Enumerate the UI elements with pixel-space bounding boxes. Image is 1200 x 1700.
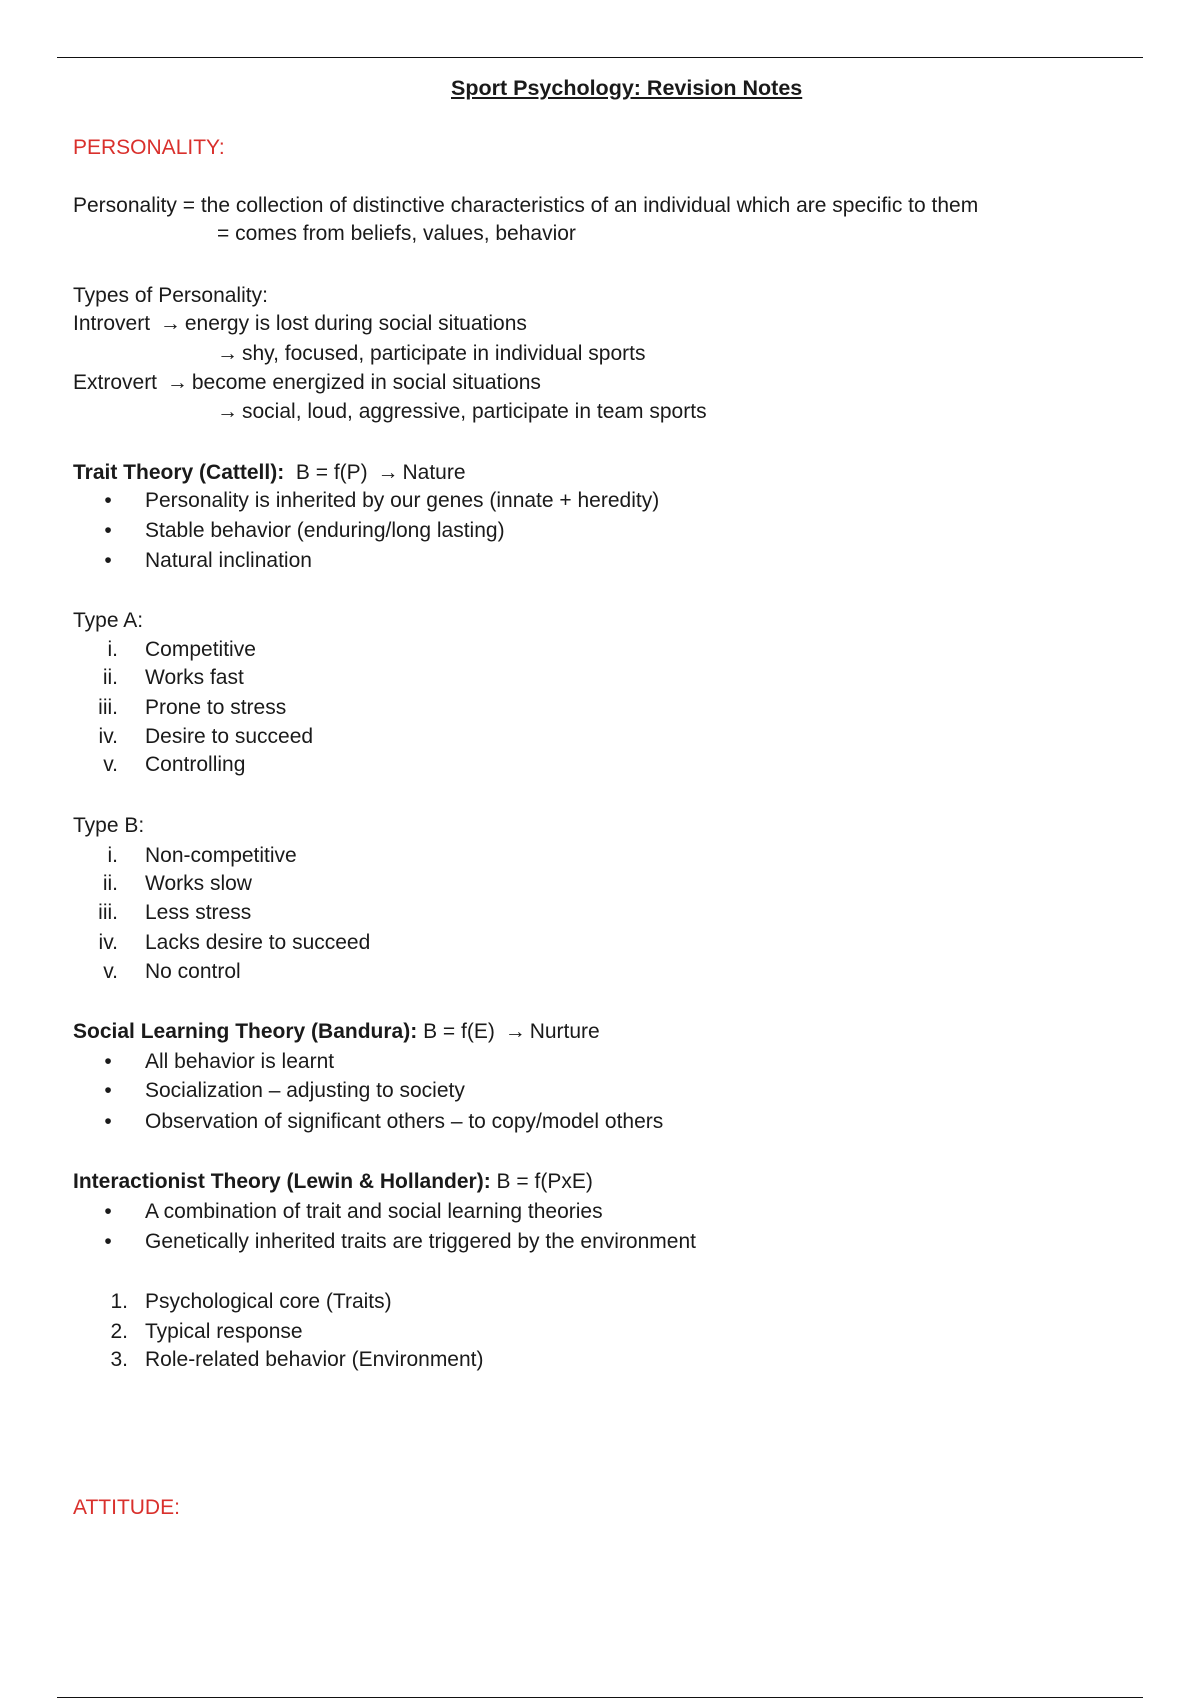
list-marker: 2. [110,1320,128,1343]
list-item-text: Desire to succeed [145,725,314,748]
introvert-label: Introvert [73,312,151,335]
bullet-icon: • [104,1079,112,1102]
list-item-text: Lacks desire to succeed [145,931,371,954]
extrovert-desc-2: social, loud, aggressive, participate in team sports [242,400,707,423]
list-marker: 3. [110,1348,128,1371]
bullet-icon: • [104,1230,112,1253]
trait-theory-label: Nature [402,461,466,484]
list-item-text: Observation of significant others – to copy/model others [145,1110,664,1133]
introvert-desc-2: shy, focused, participate in individual sports [242,342,646,365]
types-heading: Types of Personality: [73,284,268,307]
bullet-icon: • [104,549,112,572]
trait-theory-title: Trait Theory (Cattell): [73,461,285,484]
list-marker: ii. [102,666,118,689]
list-item-text: A combination of trait and social learning theories [145,1200,603,1223]
trait-theory-heading [73,459,466,487]
list-item-text: All behavior is learnt [145,1050,335,1073]
list-item-text: Role-related behavior (Environment) [145,1348,484,1371]
trait-theory-formula: B = f(P) [295,461,368,484]
list-item-text: Non-competitive [145,844,297,867]
list-marker: i. [107,844,118,867]
list-marker: v. [103,753,118,776]
arrow-icon: → [377,461,399,484]
arrow-icon: → [217,400,238,423]
extrovert-line [73,369,541,397]
social-learning-heading [73,1018,600,1046]
list-marker: iv. [98,725,118,748]
list-item-text: Socialization – adjusting to society [145,1079,465,1102]
list-item-text: Natural inclination [145,549,312,572]
social-learning-formula: B = f(E) [423,1020,495,1043]
list-item-text: Prone to stress [145,696,287,719]
list-item-text: Psychological core (Traits) [145,1290,392,1313]
bullet-icon: • [104,1050,112,1073]
list-marker: iii. [98,696,118,719]
section-heading-personality: PERSONALITY: [73,136,225,159]
list-marker: 1. [110,1290,128,1313]
social-learning-title: Social Learning Theory (Bandura): [73,1020,418,1043]
bullet-icon: • [104,519,112,542]
header-rule [57,57,1143,58]
footer-rule [57,1697,1143,1698]
interactionist-heading [73,1168,593,1196]
list-marker: ii. [102,872,118,895]
list-item-text: Stable behavior (enduring/long lasting) [145,519,505,542]
bullet-icon: • [104,1200,112,1223]
list-marker: iii. [98,901,118,924]
list-item-text: Works fast [145,666,244,689]
list-item-text: Personality is inherited by our genes (innate + heredity) [145,489,660,512]
list-marker: i. [107,638,118,661]
extrovert-line-2 [217,398,707,426]
list-marker: v. [103,960,118,983]
arrow-icon: → [159,312,181,335]
extrovert-label: Extrovert [73,371,158,394]
introvert-desc-1: energy is lost during social situations [184,312,527,335]
page-title: Sport Psychology: Revision Notes [451,76,803,100]
list-item-text: Works slow [145,872,252,895]
social-learning-label: Nurture [529,1020,600,1043]
interactionist-title: Interactionist Theory (Lewin & Hollander): [73,1170,491,1193]
interactionist-formula: B = f(PxE) [496,1170,593,1193]
introvert-line [73,310,527,338]
definition-line-1: Personality = the collection of distinctive characteristics of an individual which are specific to them [73,194,979,217]
arrow-icon: → [166,371,188,394]
bullet-icon: • [104,1110,112,1133]
introvert-line-2 [217,340,646,368]
list-item-text: Typical response [145,1320,303,1343]
arrow-icon: → [504,1020,526,1043]
extrovert-desc-1: become energized in social situations [191,371,541,394]
list-item-text: Competitive [145,638,256,661]
arrow-icon: → [217,342,238,365]
list-item-text: Controlling [145,753,246,776]
bullet-icon: • [104,489,112,512]
list-item-text: No control [145,960,241,983]
section-heading-attitude: ATTITUDE: [73,1496,180,1519]
type-b-heading: Type B: [73,814,145,837]
definition-line-2: = comes from beliefs, values, behavior [217,222,576,245]
list-item-text: Genetically inherited traits are triggered by the environment [145,1230,696,1253]
type-a-heading: Type A: [73,609,144,632]
list-item-text: Less stress [145,901,252,924]
list-marker: iv. [98,931,118,954]
